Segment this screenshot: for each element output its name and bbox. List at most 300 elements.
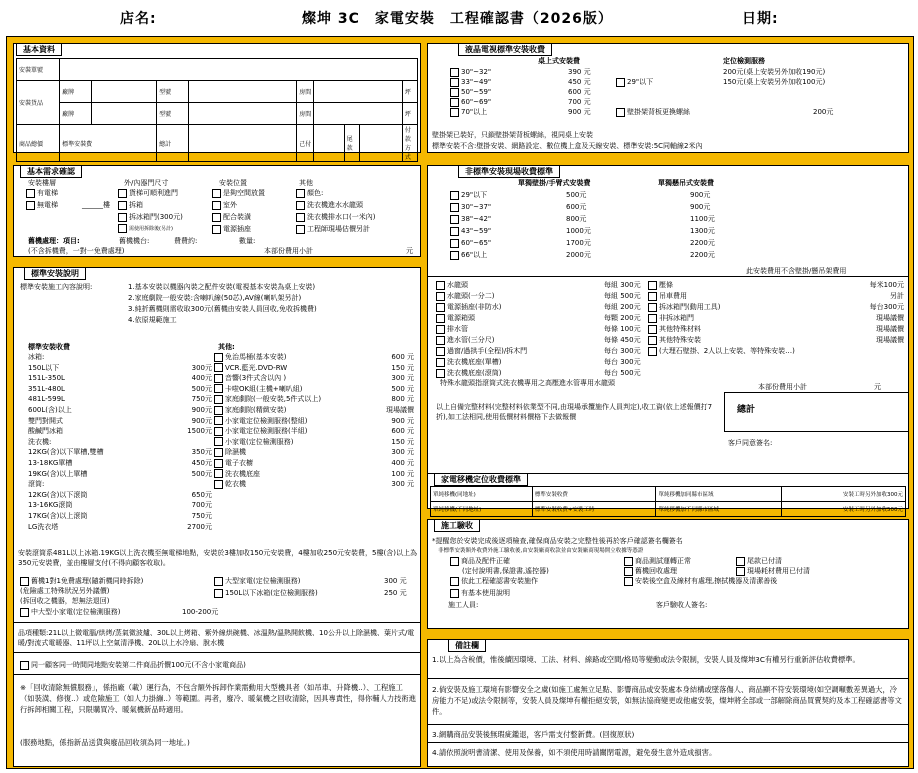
- nonstd-item-checkbox[interactable]: [436, 347, 445, 356]
- std-panel: [13, 267, 421, 767]
- worker-label: 施工人員:: [448, 601, 479, 609]
- reloc-r2a: 單純移機(不同地址): [431, 502, 533, 517]
- no-elevator-label: 無電梯: [37, 201, 58, 209]
- nonstd-item-checkbox[interactable]: [436, 336, 445, 345]
- other-checkbox[interactable]: [214, 363, 223, 372]
- nonstd-size-checkbox[interactable]: [450, 251, 459, 260]
- brand-label-2: 廠牌: [60, 103, 92, 125]
- as-doc-checkbox[interactable]: [450, 577, 459, 586]
- reloc-panel: [427, 473, 909, 513]
- test-run-checkbox[interactable]: [624, 557, 633, 566]
- std-lead: 標準安裝施工內容說明:: [20, 283, 93, 291]
- old-free-note3: (拆回收之機器，恕無法退回): [20, 597, 110, 605]
- brand-field-1[interactable]: [92, 81, 157, 103]
- old-fee-label: 費費約:: [174, 237, 198, 245]
- nonstd-item-price: 每組 500元: [604, 292, 641, 300]
- memo-1: 1.以上為含稅價，惟後續因環境、工法、材料、線路或空間/格局等變動或法令限制，安裝人員及燦坤3C有權另行重新評估收費標準。: [432, 655, 860, 664]
- nonstd-item-right-label: 拆冰箱門(動用工具): [659, 303, 721, 311]
- wall-arm-price: 500元: [566, 191, 587, 199]
- nonstd-item-price: 每組 200元: [604, 303, 641, 311]
- fee-price: 700元: [191, 501, 212, 510]
- nonstd-panel: [427, 165, 909, 499]
- nonstd-item-right-checkbox[interactable]: [648, 336, 657, 345]
- fee-item: 冰箱:: [28, 353, 45, 361]
- other-item-label: 小家電定位檢測服務(整組): [225, 416, 308, 425]
- nonstd-item-right-price: 每台300元: [869, 303, 904, 311]
- nonstd-item-label: 洗衣機底座(單槽): [447, 358, 502, 366]
- tv-size-label: 70"以上: [461, 108, 488, 116]
- other-item: [214, 373, 286, 383]
- tv-size-checkbox[interactable]: [450, 108, 459, 117]
- nonstd-item-label: 電源箱頭: [447, 314, 475, 322]
- goods-total-label: 商品總價: [17, 125, 60, 162]
- model-label-1: 型號: [157, 81, 189, 103]
- room-field-1[interactable]: [314, 81, 402, 103]
- nonstd-item-right-checkbox[interactable]: [648, 347, 657, 356]
- color-label: 顏色:: [307, 189, 324, 197]
- nonstd-row: [450, 226, 491, 236]
- usage-label: 有基本使用說明: [461, 589, 510, 597]
- nonstd-yuan: 元: [874, 383, 881, 391]
- nonstd-item-price: 每條 100元: [604, 325, 641, 333]
- fee-price: 650元: [191, 490, 212, 499]
- wall-arm-price: 600元: [566, 203, 587, 211]
- estimate-checkbox[interactable]: [296, 225, 305, 234]
- other-item-label: 小家電(定位檢測服務): [225, 437, 294, 446]
- memo-4: 4.請依照說明書清潔、使用及保養，如不須使用時請關閉電源，避免發生意外造成損害。: [432, 748, 717, 757]
- paid-field[interactable]: [314, 125, 344, 162]
- tv-size-row: [450, 97, 491, 107]
- parts-note: (定付說明書,保證書,遙控器): [462, 567, 549, 575]
- tv-size-price: 900 元: [568, 108, 591, 116]
- nonstd-item-price: 每組 300元: [604, 281, 641, 289]
- install-unit-label: 安裝單號: [17, 59, 60, 81]
- reloc-r1a: 單純移機(同地址): [431, 487, 533, 502]
- fee-head: 標準安裝收費: [28, 343, 70, 351]
- tv-size-label: 30"~32": [461, 68, 492, 76]
- nonstd-item-right-checkbox[interactable]: [648, 325, 657, 334]
- nonstd-row: [450, 250, 487, 260]
- tv-col1-head: 桌上式安裝費: [538, 57, 580, 65]
- tv-size-checkbox[interactable]: [450, 98, 459, 107]
- nonstd-item-right-price: 現場議價: [876, 325, 904, 333]
- reloc-r1d: 安裝工時另外加收300元: [781, 487, 905, 502]
- old-free-checkbox[interactable]: [20, 577, 29, 586]
- model-field-2[interactable]: [189, 103, 297, 125]
- nonstd-size-label: 66"以上: [461, 251, 488, 259]
- other-head-label: 其他:: [218, 343, 235, 351]
- nonstd-terms: 以上自備完整材料(完整材料依業型不同,由現場承攬施作人員判定),收工資(依上述報價打7折),如工法相同,使用低價材料價格下去做報價: [436, 403, 713, 421]
- model-label-2: 型號: [157, 103, 189, 125]
- nonstd-item: [436, 313, 475, 323]
- tv-size-row: [450, 77, 491, 87]
- color-checkbox[interactable]: [296, 189, 305, 198]
- nonstd-item-right-checkbox[interactable]: [648, 314, 657, 323]
- fee-item: 洗衣機:: [28, 437, 52, 446]
- needs-title: 基本需求確認: [20, 165, 82, 178]
- nonstd-item-right-label: 吊車費用: [659, 292, 687, 300]
- test-run-label: 商品測試運轉正常: [635, 557, 691, 565]
- other-checkbox[interactable]: [214, 353, 223, 362]
- reloc-r2d: 安裝工時另外加收500元: [781, 502, 905, 517]
- hang-price: 1100元: [690, 215, 715, 223]
- other-head: 其他: [299, 179, 313, 187]
- nonstd-item-label: 電源插座(非防水): [447, 303, 502, 311]
- std-point: 1.基本安裝以機器內裝之配件安裝(電視基本安裝為桌上安裝): [128, 283, 316, 291]
- nonstd-item-checkbox[interactable]: [436, 292, 445, 301]
- accept-sub: 非標準安裝額外收費外施工驗收後,由安裝廠商收款並由安裝廠商現場開立收據等憑證: [438, 548, 644, 554]
- nonstd-item-right: [648, 346, 795, 356]
- fee-item: 雙門對開式: [28, 416, 63, 425]
- nonstd-item-right: [648, 324, 701, 334]
- tv-install-panel: [427, 43, 909, 153]
- nonstd-item-price: 每條 450元: [604, 336, 641, 344]
- unbox-label: 拆箱: [129, 201, 143, 209]
- other-item: [214, 394, 321, 404]
- accept-lead: *提醒您於安裝完成後逐項檢查,確保商品安裝之完整性後再於客戶確認簽名欄簽名: [432, 537, 683, 545]
- nonstd-item-checkbox[interactable]: [436, 281, 445, 290]
- tv-size-price: 600 元: [568, 88, 591, 96]
- room-label-2: 房間: [297, 103, 314, 125]
- old-free-label: 舊機1對1免費處理(隨新機同時拆除): [31, 577, 144, 585]
- tv-check1-text: 200元(桌上安裝另外加收190元): [723, 68, 826, 76]
- tv-size-row: [450, 67, 491, 77]
- tv-size-label: 60"~69": [461, 98, 492, 106]
- nonstd-row: [450, 214, 491, 224]
- nonstd-size-checkbox[interactable]: [450, 191, 459, 200]
- fee-price: 400元: [191, 374, 212, 383]
- ping-label-1: 坪: [402, 81, 417, 103]
- fee-item: 滾筒:: [28, 480, 45, 489]
- freight-label: 貨梯可順利進門: [129, 189, 178, 197]
- other-checkbox[interactable]: [214, 416, 223, 425]
- other-checkbox[interactable]: [214, 469, 223, 478]
- small-fridge-checkbox[interactable]: [214, 589, 223, 598]
- model-field-1[interactable]: [189, 81, 297, 103]
- fee-item: 12KG(含)以下滾筒: [28, 490, 88, 499]
- nonstd-item-label: 排水管: [447, 325, 468, 333]
- pay-method-label: 付款方式: [402, 125, 417, 162]
- small-fridge-price: 250 元: [384, 589, 407, 597]
- room-label-1: 房間: [297, 81, 314, 103]
- hang-price: 1300元: [690, 227, 715, 235]
- nonstd-item-right: [648, 302, 720, 312]
- other-checkbox[interactable]: [214, 448, 223, 457]
- fridge-door-checkbox[interactable]: [118, 213, 127, 222]
- spec-note: 品項種類:21L以上微電腦/烘烤/蒸氣微波爐、30L以上烤箱、紫外線烘碗機、冰溫熱/溫熱開飲機、10公升以上除濕機、葉片式/電暖/對流式電暖器、11坪以上空氣清淨機、20L以上水冷扇、脫水機: [18, 629, 415, 647]
- socket-checkbox[interactable]: [212, 225, 221, 234]
- other-item: [214, 469, 260, 479]
- nonstd-item-checkbox[interactable]: [436, 303, 445, 312]
- other-checkbox[interactable]: [214, 395, 223, 404]
- inlet-checkbox[interactable]: [296, 201, 305, 210]
- nonstd-item-checkbox[interactable]: [436, 325, 445, 334]
- other-checkbox[interactable]: [214, 480, 223, 489]
- other-item-label: 音響(3件式含以內 ): [225, 374, 287, 383]
- other-item-price: 600 元: [391, 353, 414, 361]
- balance-paid-label: 尾款已付清: [747, 557, 782, 565]
- remove-checkbox[interactable]: [118, 224, 127, 233]
- other-item-label: 洗衣機底座: [225, 469, 260, 478]
- nonstd-item-right-checkbox[interactable]: [648, 281, 657, 290]
- wall-screw-checkbox[interactable]: [616, 108, 625, 117]
- nonstd-item-label: 洗衣機底座(滾筒): [447, 369, 502, 377]
- nonstd-subtotal-label: 本部份費用小計: [758, 383, 807, 391]
- old-free-note2: (危險處工特殊狀況另外議價): [20, 587, 110, 595]
- needs-subtotal-label: 本部份費用小計: [264, 247, 313, 255]
- washer-note: 安裝滾筒系481L以上冰箱.19KG以上洗衣機至無電梯地點，安裝於3樓加收150元安裝費，4樓加收250元安裝費，5樓(含)以上為350元安裝費，並由樓層支付(不得向顧客收取)。: [18, 549, 417, 567]
- nonstd-item-right: [648, 280, 673, 290]
- big-price: 300 元: [384, 577, 407, 585]
- other-checkbox[interactable]: [214, 406, 223, 415]
- wall-screw-price: 200元: [813, 108, 834, 116]
- tv-size-checkbox[interactable]: [450, 78, 459, 87]
- reloc-r1b: 標準安裝收費: [532, 487, 656, 502]
- nonstd-item: [436, 280, 468, 290]
- fee-price: 1500元: [187, 427, 212, 436]
- cleanup-checkbox[interactable]: [624, 577, 633, 586]
- under29-checkbox[interactable]: [616, 78, 625, 87]
- same-checkbox[interactable]: [20, 661, 29, 670]
- nonstd-size-checkbox[interactable]: [450, 239, 459, 248]
- accept-panel: [427, 519, 909, 629]
- fee-price: 450元: [191, 459, 212, 467]
- nonstd-item-right-label: 其他特殊安裝: [659, 336, 701, 344]
- nonstd-item-right-price: 現場議價: [876, 314, 904, 322]
- nonstd-item-label: 水龍頭(一分二): [447, 292, 495, 300]
- std-fee-label: 標準安裝費: [60, 125, 157, 162]
- cleanup-label: 安裝後空盒及線材有處理,擦拭機器及清潔善後: [635, 577, 778, 585]
- fee-price: 750元: [191, 512, 212, 520]
- decor-checkbox[interactable]: [212, 213, 221, 222]
- fee-item: 351L-480L: [28, 384, 65, 393]
- needs-yuan: 元: [406, 247, 413, 255]
- wall-arm-price: 800元: [566, 215, 587, 223]
- nonstd-item-right-label: (大理石壁掛、2人以上安裝、等特殊安裝…): [659, 347, 795, 355]
- reloc-title: 家電移機定位收費標準: [434, 473, 528, 486]
- nonstd-item-price: 每台 500元: [604, 369, 641, 377]
- nonstd-size-checkbox[interactable]: [450, 227, 459, 236]
- old-amt-label: 數量:: [239, 237, 256, 245]
- nonstd-total-label: 總計: [737, 405, 756, 415]
- page-title: 燦坤 3C 家電安裝 工程確認書（2026版）: [302, 11, 613, 27]
- other-item: [214, 458, 253, 468]
- tv-note2: 標準安裝不含:壁掛安裝、網路設定、數位機上盒及天線安裝、標準安裝:5C同軸線2米內: [432, 142, 703, 150]
- other-item: [214, 426, 307, 436]
- freight-checkbox[interactable]: [118, 189, 127, 198]
- nonstd-item-right-checkbox[interactable]: [648, 292, 657, 301]
- brand-field-2[interactable]: [92, 103, 157, 125]
- space-checkbox[interactable]: [212, 189, 221, 198]
- fee-price: 350元: [191, 448, 212, 457]
- tv-size-row: [450, 87, 491, 97]
- fee-item: 17KG(含)以上滾筒: [28, 512, 88, 520]
- mini-checkbox[interactable]: [20, 608, 29, 617]
- hang-price: 2200元: [690, 251, 715, 259]
- other-checkbox[interactable]: [214, 459, 223, 468]
- wall-arm-price: 2000元: [566, 251, 591, 259]
- install-unit-field[interactable]: [60, 59, 418, 81]
- tv-check2-text: 150元(桌上安裝另外加收100元): [723, 78, 826, 86]
- other-item-label: 免治馬桶(基本安裝): [225, 353, 287, 361]
- consumable-label: 現場耗材費用已付清: [747, 567, 810, 575]
- fee-item: 151L-350L: [28, 374, 65, 383]
- big-label: 大型家電(定位檢測服務): [225, 577, 301, 585]
- store-label: 店名:: [120, 11, 157, 27]
- recycle-note2: (服務地點，係指新品送貨與廢品回收須為同一地址。): [20, 738, 190, 747]
- nonstd-size-checkbox[interactable]: [450, 215, 459, 224]
- mini-price: 100-200元: [182, 608, 219, 616]
- recycle-label: 舊機回收處理: [635, 567, 677, 575]
- outdoor-checkbox[interactable]: [212, 201, 221, 210]
- fee-item: LG洗衣塔: [28, 522, 59, 531]
- other-item-price: 150 元: [391, 363, 414, 372]
- tv-col2-head: 定位檢測服務: [723, 57, 765, 65]
- other-item-price: 800 元: [391, 395, 414, 404]
- fee-item: 酸鹹門冰箱: [28, 427, 63, 436]
- fee-item: 13-16KG滾筒: [28, 501, 73, 510]
- old-type-label: 舊機機台:: [119, 237, 150, 245]
- unbox-checkbox[interactable]: [118, 201, 127, 210]
- nonstd-item-checkbox[interactable]: [436, 314, 445, 323]
- fee-price: 750元: [191, 395, 212, 404]
- nonstd-size-label: 38"~42": [461, 215, 492, 223]
- customer-sign-label: 客戶驗收人簽名:: [656, 601, 708, 609]
- memo-panel: [427, 639, 909, 767]
- drain-label: 洗衣機排水口(一米內): [307, 213, 376, 221]
- basic-info-title: 基本資料: [16, 43, 62, 56]
- other-item-price: 500 元: [391, 384, 414, 393]
- nonstd-item: [436, 302, 501, 312]
- other-checkbox[interactable]: [214, 384, 223, 393]
- nonstd-item-right-price: 現場議價: [876, 336, 904, 344]
- nonstd-item: [436, 368, 501, 378]
- no-elevator-checkbox[interactable]: [26, 201, 35, 210]
- nonstd-title: 非標準安裝現場收費標準: [458, 165, 560, 178]
- fee-item: 150L以下: [28, 363, 60, 372]
- reloc-r2b: 標準安裝收費+安裝工時: [532, 502, 656, 517]
- position-head: 安裝位置: [219, 179, 247, 187]
- tv-install-title: 液晶電視標準安裝收費: [458, 43, 552, 56]
- elevator-checkbox[interactable]: [26, 189, 35, 198]
- balance-field[interactable]: [359, 125, 402, 162]
- other-item-price: 300 元: [391, 480, 414, 489]
- fee-item: 13-18KG單槽: [28, 459, 73, 467]
- nonstd-size-checkbox[interactable]: [450, 203, 459, 212]
- nonstd-item-label: 過窗/過拱手(全程)/拆木門: [447, 347, 528, 355]
- nonstd-row: [450, 202, 491, 212]
- big-checkbox[interactable]: [214, 577, 223, 586]
- other-checkbox[interactable]: [214, 437, 223, 446]
- nonstd-note: 此安裝費用不含壁掛/懸吊架費用: [746, 267, 847, 275]
- date-label: 日期:: [742, 11, 779, 27]
- total-field[interactable]: [189, 125, 297, 162]
- std-point: 2.家庭劇院一般安裝:含喇叭線(50芯),AV線(喇叭架另計): [128, 294, 302, 302]
- nonstd-item-checkbox[interactable]: [436, 358, 445, 367]
- tv-size-row: [450, 107, 487, 117]
- tv-size-checkbox[interactable]: [450, 88, 459, 97]
- old-item-label: 舊機處理：項目:: [28, 237, 80, 245]
- fee-price: 900元: [191, 406, 212, 414]
- memo-3: 3.網購商品安裝後無瑕疵鑑退，客戶需支付整新費。(回復原狀): [432, 730, 635, 739]
- room-field-2[interactable]: [314, 103, 402, 125]
- nonstd-item-right-label: 非拆冰箱門: [659, 314, 694, 322]
- basic-info-panel: [13, 43, 421, 161]
- nonstd-item-checkbox[interactable]: [436, 369, 445, 378]
- needs-panel: 基本需求確認 安裝樓層 外/內器門尺寸 安裝位置 其他 有電梯 無電梯 ______樓 貨梯可順利進門 拆箱 拆冰箱門(300元) 需使用拆除後(另計) 是夠空間放置 室外 配合裝潢 電源插座 顏色: 洗衣機進水水龍頭 洗衣機排水口(一米內) 工程師現場估價另計 舊機處理：項目: 舊機機台: 費費約: 數量: (不含拆機費，一對一免費處理) 本部份費用小計 元: [13, 165, 421, 257]
- other-item: [214, 437, 293, 447]
- fridge-door-label: 拆冰箱門(300元): [129, 213, 183, 221]
- other-checkbox[interactable]: [214, 374, 223, 383]
- nonstd-size-label: 30"~37": [461, 203, 492, 211]
- faucet-note: 特殊水龍頭指滾筒式洗衣機專用之高壓進水管專用水龍頭: [440, 379, 615, 387]
- basic-info-table: [16, 58, 418, 162]
- parts-checkbox[interactable]: [450, 557, 459, 566]
- old-note: (不含拆機費，一對一免費處理): [28, 247, 125, 255]
- nonstd-item-right-checkbox[interactable]: [648, 303, 657, 312]
- parts-label: 商品及配件正確: [461, 557, 510, 565]
- nonstd-item-price: 每顆 200元: [604, 314, 641, 322]
- hang-head: 單獨懸吊式安裝費: [658, 179, 714, 187]
- nonstd-item: [436, 357, 501, 367]
- accept-title: 施工驗收: [434, 519, 480, 532]
- other-item-label: 卡啦OK組(主機+喇叭組): [225, 384, 303, 393]
- other-item-label: 家庭劇院(一般安裝,5件式以上): [225, 395, 322, 404]
- estimate-label: 工程師現場估價另計: [307, 225, 370, 233]
- wall-arm-head: 單獨壁掛/手臂式安裝費: [518, 179, 591, 187]
- paid-label: 己付: [297, 125, 314, 162]
- under29-label: 29"以下: [627, 78, 654, 86]
- nonstd-item: [436, 335, 494, 345]
- space-label: 是夠空間放置: [223, 189, 265, 197]
- usage-checkbox[interactable]: [450, 589, 459, 598]
- tv-size-label: 33"~49": [461, 78, 492, 86]
- brand-label-1: 廠牌: [60, 81, 92, 103]
- form-frame: [6, 36, 914, 769]
- reloc-r2c: 單純移機加不同縣市區域: [656, 502, 781, 517]
- other-item-price: 現場議價: [386, 406, 414, 414]
- other-item: [214, 384, 302, 394]
- floor-unit: 樓: [103, 201, 110, 209]
- memo-title: 備註欄: [448, 639, 486, 652]
- other-item-label: 電子衣櫥: [225, 459, 253, 467]
- tv-size-checkbox[interactable]: [450, 68, 459, 77]
- other-checkbox[interactable]: [214, 427, 223, 436]
- balance-paid-checkbox[interactable]: [736, 557, 745, 566]
- other-item: [214, 416, 307, 426]
- small-fridge-label: 150L以下冰箱(定位檢測服務): [225, 589, 318, 597]
- floor-head: 安裝樓層: [28, 179, 56, 187]
- std-point: 3.純折舊機則需收取300元(舊機由安裝人員回收,免收拆機費): [128, 305, 317, 313]
- reloc-r1c: 單純移機加同縣市區域: [656, 487, 781, 502]
- total-label: 總計: [157, 125, 189, 162]
- other-item: [214, 447, 246, 457]
- fee-item: 12KG(含)以下單槽,雙槽: [28, 448, 104, 457]
- total-box: [724, 392, 908, 432]
- recycle-checkbox[interactable]: [624, 567, 633, 576]
- recycle-note: ※「回收清除無償服務」，係指廠（載）運行為，不包含額外拆卸作業需動用大型機具者（如吊車、升降機..）、工程施工（如裝潢、修復..）或危險施工（如人力掛繃..）等範圍。再者，廢冷、暖氣機之回收清除，因具專責性，得你輔人力技術進行拆卸相關工程，只限購買冷、暖氣機新品時適用。: [20, 683, 417, 714]
- hang-price: 2200元: [690, 239, 715, 247]
- tv-size-price: 450 元: [568, 78, 591, 86]
- ping-label-2: 坪: [402, 103, 417, 125]
- consumable-checkbox[interactable]: [736, 567, 745, 576]
- nonstd-item-label: 水龍頭: [447, 281, 468, 289]
- nonstd-sign-label: 客戶同意簽名:: [728, 439, 773, 447]
- other-item-label: 乾衣機: [225, 480, 246, 489]
- other-item: [214, 405, 286, 415]
- drain-checkbox[interactable]: [296, 213, 305, 222]
- std-title: 標準安裝說明: [24, 267, 86, 280]
